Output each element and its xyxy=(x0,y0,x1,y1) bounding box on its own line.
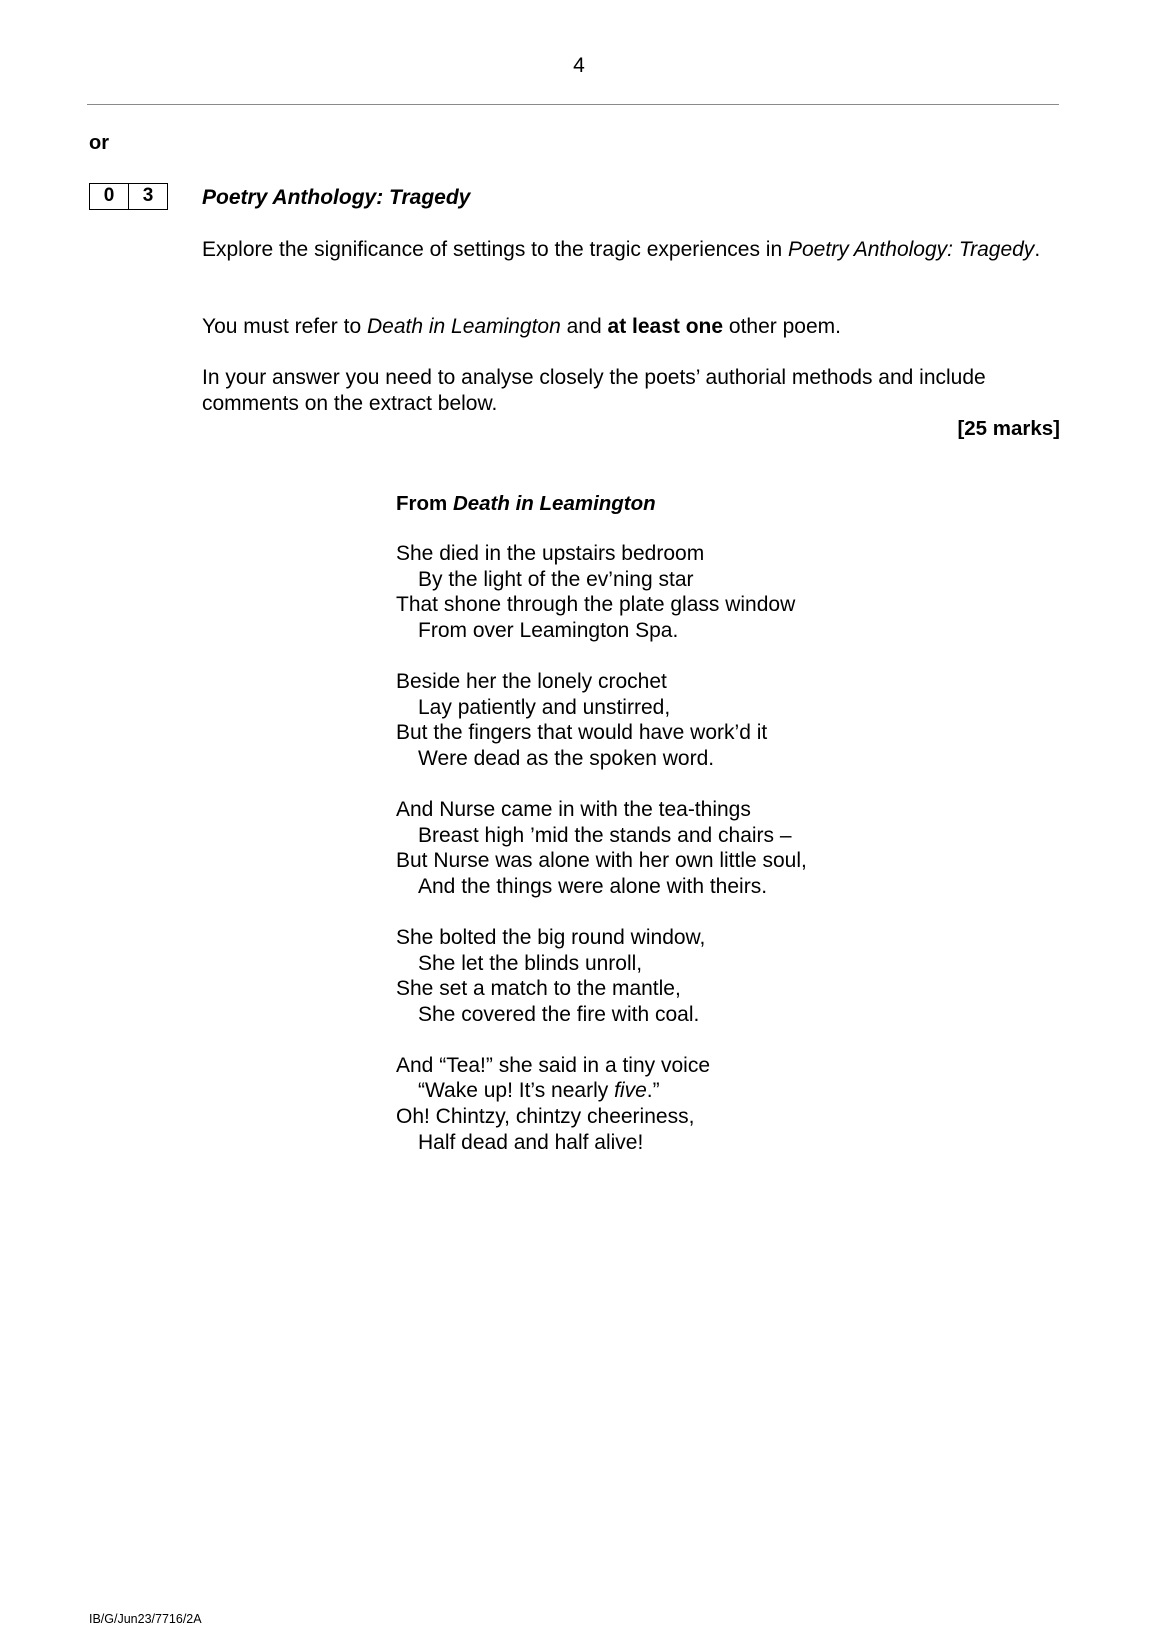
poem-line: But Nurse was alone with her own little soul, xyxy=(396,849,807,873)
poem-stanza xyxy=(396,797,807,899)
poem-line: Half dead and half alive! xyxy=(418,1130,644,1154)
poem-line-text: “Wake up! It’s nearly xyxy=(418,1079,615,1103)
paper-reference-code: IB/G/Jun23/7716/2A xyxy=(89,1612,202,1626)
question-number-box xyxy=(89,183,168,210)
poem-line: From over Leamington Spa. xyxy=(418,618,679,642)
header-divider xyxy=(87,104,1059,105)
poem-line: She bolted the big round window, xyxy=(396,925,706,949)
poem-stanza xyxy=(396,925,807,1027)
question-instruction xyxy=(202,237,1062,263)
poem-line: Breast high ’mid the stands and chairs – xyxy=(418,823,792,847)
poem-line-text: .” xyxy=(646,1079,660,1103)
requirement-text: and xyxy=(560,315,608,338)
poem-line: But the fingers that would have work’d it xyxy=(396,721,768,745)
poem-line: By the light of the ev’ning star xyxy=(418,567,694,591)
anthology-title: Poetry Anthology: Tragedy xyxy=(788,238,1035,261)
page-number: 4 xyxy=(573,54,585,77)
extract-heading xyxy=(396,492,656,516)
question-guidance: In your answer you need to analyse closely the poets’ authorial methods and include comments on the extract below. xyxy=(202,366,986,415)
poem-line xyxy=(396,1078,807,1104)
poem-line: Oh! Chintzy, chintzy cheeriness, xyxy=(396,1105,695,1129)
question-number-digit: 3 xyxy=(142,185,154,206)
poem-line: She covered the fire with coal. xyxy=(418,1002,700,1026)
poem-line: Lay patiently and unstirred, xyxy=(418,695,671,719)
extract-poem-title: Death in Leamington xyxy=(452,492,656,515)
poem-stanza xyxy=(396,669,807,771)
question-title: Poetry Anthology: Tragedy xyxy=(202,186,471,209)
poem-line: And Nurse came in with the tea-things xyxy=(396,797,751,821)
instruction-text: Explore the significance of settings to the tragic experiences in xyxy=(202,238,788,261)
extract-from-label: From xyxy=(396,492,448,515)
marks-allocation: [25 marks] xyxy=(957,417,1060,440)
poem-extract xyxy=(396,541,807,1181)
poem-line: Were dead as the spoken word. xyxy=(418,746,715,770)
requirement-text: other poem. xyxy=(723,315,841,338)
instruction-text: . xyxy=(1034,238,1041,261)
poem-line: She let the blinds unroll, xyxy=(418,951,643,975)
or-label: or xyxy=(89,132,109,154)
poem-stanza xyxy=(396,541,807,643)
poem-title: Death in Leamington xyxy=(366,315,561,338)
question-number-digit: 0 xyxy=(90,184,129,209)
requirement-emphasis: at least one xyxy=(607,315,724,338)
poem-line: And the things were alone with theirs. xyxy=(418,874,768,898)
poem-stanza xyxy=(396,1053,807,1155)
poem-line: Beside her the lonely crochet xyxy=(396,669,667,693)
poem-line: That shone through the plate glass window xyxy=(396,593,796,617)
poem-line: And “Tea!” she said in a tiny voice xyxy=(396,1053,710,1077)
requirement-text: You must refer to xyxy=(202,315,367,338)
poem-line-emphasis: five xyxy=(614,1079,647,1103)
poem-line: She set a match to the mantle, xyxy=(396,977,681,1001)
poem-line: She died in the upstairs bedroom xyxy=(396,542,705,565)
question-requirement xyxy=(202,314,1062,340)
